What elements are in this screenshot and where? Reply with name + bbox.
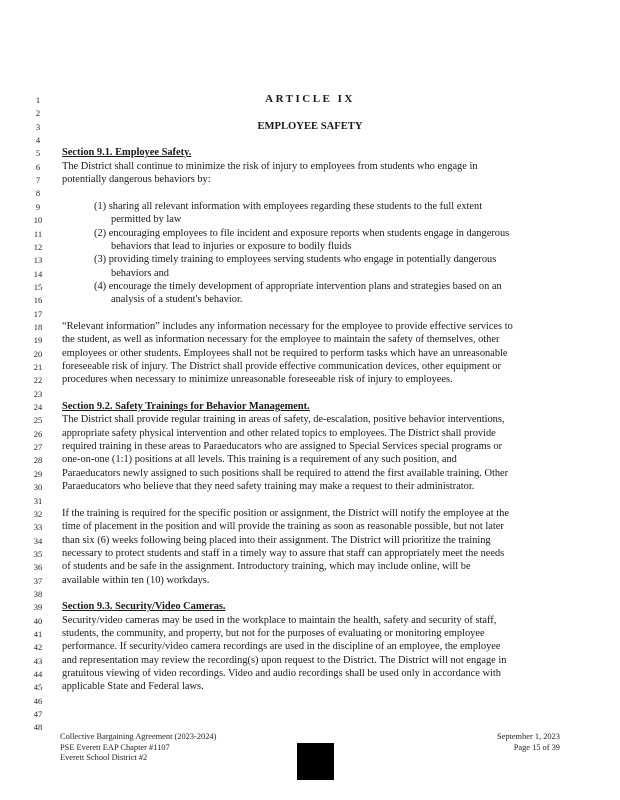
footer-chapter: PSE Everett EAP Chapter #1107 (60, 742, 170, 752)
footer-date: September 1, 2023 (496, 732, 560, 741)
document-line (0, 467, 620, 480)
body-text-line: gratuitous viewing of video recordings. Video and audio recordings shall be used only in accordance with (62, 668, 501, 679)
line-number: 8 (35, 188, 41, 199)
redaction-block (297, 743, 334, 780)
body-text-line: procedures when necessary to minimize unreasonable foreseeable risk of injury to employees. (62, 374, 453, 386)
article-heading: EMPLOYEE SAFETY (257, 120, 363, 132)
line-number: 1 (35, 95, 41, 105)
document-line (0, 654, 620, 667)
line-number: 4 (35, 135, 41, 146)
document-line (0, 120, 620, 133)
line-number: 3 (35, 121, 41, 132)
line-number: 41 (33, 629, 43, 639)
document-line (0, 267, 620, 280)
line-number: 29 (33, 468, 43, 479)
document-line (0, 600, 620, 613)
line-number: 22 (33, 375, 43, 386)
line-number: 6 (35, 161, 41, 172)
document-line (0, 413, 620, 426)
body-text-line: one-on-one (1:1) positions at all levels. This training is a requirement of any such position, and (62, 454, 457, 466)
body-text-line: available within ten (10) workdays. (62, 574, 210, 586)
footer-district: Everett School District #2 (60, 753, 148, 762)
line-number: 27 (33, 442, 43, 453)
document-line (0, 707, 620, 720)
line-number: 10 (33, 215, 43, 226)
document-line (0, 547, 620, 560)
body-text-line: Security/video cameras may be used in the workplace to maintain the health, safety and security of staff, (62, 614, 497, 626)
line-number: 35 (33, 548, 43, 559)
document-line (0, 587, 620, 600)
line-number: 48 (33, 722, 43, 733)
body-text-line: The District shall provide regular training in areas of safety, de-escalation, positive behavior interventions, (62, 414, 505, 426)
body-text-line: potentially dangerous behaviors by: (62, 174, 211, 186)
line-number: 47 (33, 709, 43, 720)
line-number: 15 (33, 281, 43, 292)
line-number: 42 (33, 642, 43, 653)
line-number: 20 (33, 348, 43, 359)
document-line (0, 240, 620, 253)
line-number: 31 (33, 495, 43, 506)
document-line (0, 427, 620, 440)
footer-right (497, 732, 560, 753)
line-number: 45 (33, 682, 43, 693)
line-number: 11 (33, 228, 43, 239)
document-line (0, 280, 620, 293)
section-heading: Section 9.3. Security/Video Cameras. (62, 601, 226, 613)
body-text-line: of students and be safe in the assignment. Introductory training, which may include online, will be (62, 561, 471, 573)
list-item: (2) encouraging employees to file incident and exposure reports when students engage in dangerous (94, 227, 510, 239)
body-text-line: required training in these areas to Paraeducators who are assigned to Special Services special programs or (62, 441, 503, 453)
document-line (0, 520, 620, 533)
line-number: 46 (33, 695, 43, 706)
body-text-line: If the training is required for the specific position or assignment, the District will notify the employee at the (62, 507, 509, 519)
line-number: 21 (33, 362, 43, 372)
line-number: 14 (33, 268, 43, 279)
footer-left (60, 732, 216, 764)
line-number: 5 (35, 148, 41, 159)
document-line (0, 186, 620, 199)
line-number: 43 (33, 655, 43, 666)
document-line (0, 614, 620, 627)
body-text-line: The District shall continue to minimize the risk of injury to employees from students who engage in (62, 160, 478, 172)
body-text-line: and representation may review the recording(s) upon request to the District. The District will not engage in (62, 654, 507, 666)
document-line (0, 453, 620, 466)
line-number: 28 (33, 455, 43, 466)
line-number: 19 (33, 335, 43, 346)
line-number: 40 (33, 615, 43, 626)
line-number: 36 (33, 562, 43, 573)
document-line (0, 627, 620, 640)
section-heading: Section 9.2. Safety Trainings for Behavior Management. (62, 401, 310, 413)
document-line (0, 347, 620, 360)
document-line (0, 133, 620, 146)
document-line (0, 146, 620, 159)
document-line (0, 694, 620, 707)
line-number: 37 (33, 575, 43, 586)
document-line (0, 574, 620, 587)
list-item: (1) sharing all relevant information with employees regarding these students to the full extent (94, 200, 483, 212)
document-line (0, 680, 620, 693)
body-text-line: performance. If security/video camera recordings are used in the discipline of an employee, the employee (62, 641, 501, 653)
body-text-line: applicable State and Federal laws. (62, 681, 204, 693)
document-line (0, 480, 620, 493)
article-title: ARTICLE IX (265, 93, 355, 105)
line-number: 24 (33, 402, 43, 413)
line-number: 12 (33, 241, 43, 252)
document-line (0, 400, 620, 413)
body-text-line: appropriate safety physical intervention and other related topics to employees. The District shall provide (62, 427, 496, 439)
line-number: 13 (33, 255, 43, 266)
document-line (0, 93, 620, 106)
line-number: 32 (33, 508, 43, 519)
list-item: (3) providing timely training to employees serving students who engage in potentially dangerous (94, 254, 497, 266)
document-line (0, 213, 620, 226)
line-number: 9 (35, 201, 41, 212)
body-text-line: foreseeable risk of injury. The District shall provide effective communication devices, other equipment or (62, 361, 501, 372)
document-line (0, 160, 620, 173)
document-line (0, 640, 620, 653)
document-line (0, 507, 620, 520)
body-text-line: time of placement in the position and will provide the training as soon as reasonable possible, but not later (62, 521, 504, 533)
list-item: (4) encourage the timely development of appropriate intervention plans and strategies based on an (94, 280, 502, 292)
line-number: 18 (33, 321, 43, 332)
list-item-continuation: behaviors and (111, 267, 169, 279)
body-text-line: necessary to protect students and staff in a timely way to assure that staff can appropriately meet the needs (62, 547, 505, 559)
line-number: 17 (33, 308, 43, 319)
body-text-line: students, the community, and property, but not for the purposes of evaluating or monitoring employee (62, 628, 485, 639)
document-line (0, 320, 620, 333)
document-line (0, 440, 620, 453)
line-number: 33 (33, 522, 43, 533)
line-number: 2 (35, 108, 41, 119)
line-number: 39 (33, 602, 43, 613)
line-number: 38 (33, 589, 43, 599)
document-line (0, 494, 620, 507)
document-line (0, 667, 620, 680)
list-item-continuation: permitted by law (111, 214, 182, 226)
line-number: 34 (33, 535, 43, 546)
document-line (0, 307, 620, 320)
body-text-line: employees or other students. Employees shall not be required to perform tasks which have an unreasonable (62, 347, 508, 359)
footer-page-number: Page 15 of 39 (513, 742, 560, 752)
section-heading: Section 9.1. Employee Safety. (62, 147, 192, 159)
line-number: 26 (33, 428, 43, 439)
document-line (0, 200, 620, 213)
document-line (0, 360, 620, 373)
body-text-line: “Relevant information” includes any information necessary for the employee to provide effective services to (62, 320, 513, 332)
list-item-continuation: analysis of a student's behavior. (111, 294, 243, 306)
document-line (0, 293, 620, 306)
document-line (0, 227, 620, 240)
list-item-continuation: behaviors that lead to injuries or exposure to bodily fluids (111, 240, 352, 252)
line-number: 7 (35, 175, 41, 186)
document-line (0, 387, 620, 400)
document-line (0, 173, 620, 186)
document-line (0, 534, 620, 547)
footer-agreement-title: Collective Bargaining Agreement (2023-2024) (60, 732, 217, 741)
document-line (0, 560, 620, 573)
body-text-line: than six (6) weeks following being placed into their assignment. The District will prioritize the training (62, 534, 491, 546)
line-number: 44 (33, 669, 43, 679)
document-line (0, 106, 620, 119)
body-text-line: Paraeducators who believe that they need safety training may make a request to their administrator. (62, 481, 475, 493)
body-text-line: the student, as well as information necessary for the employee to maintain the safety of themselves, other (62, 334, 500, 346)
document-line (0, 333, 620, 346)
line-number: 25 (33, 415, 43, 426)
body-text-line: Paraeducators newly assigned to such positions shall be required to attend the first available training. Other (62, 467, 509, 479)
line-number: 23 (33, 388, 43, 399)
document-line (0, 373, 620, 386)
document-line (0, 253, 620, 266)
line-number: 16 (33, 295, 43, 306)
line-number: 30 (33, 482, 43, 493)
